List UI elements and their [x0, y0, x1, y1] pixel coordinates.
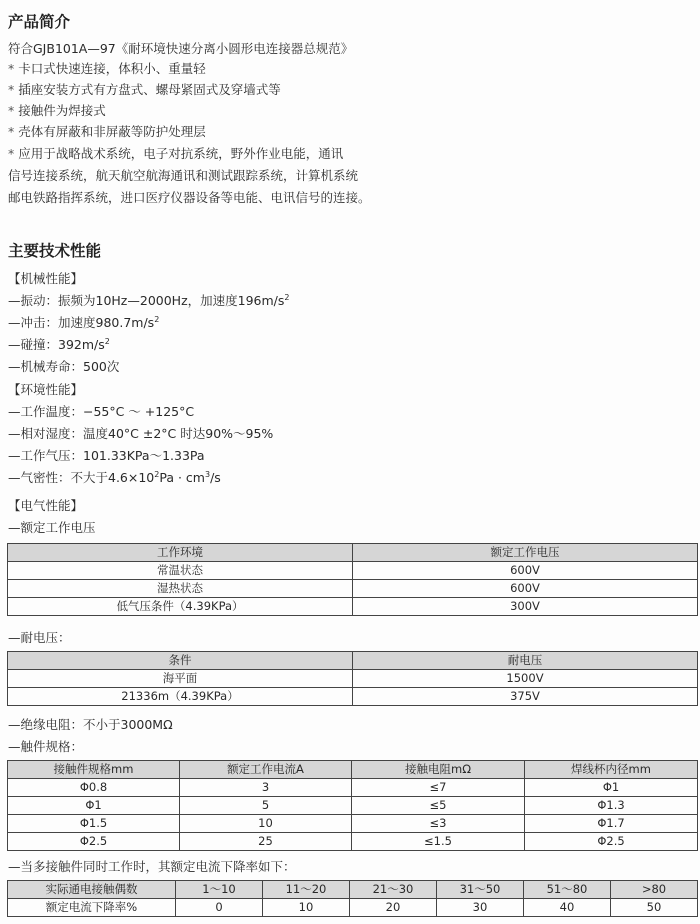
table-cell: Φ2.5 — [8, 833, 180, 851]
table-cell: Φ2.5 — [525, 833, 698, 851]
table-cell: 常温状态 — [8, 562, 353, 580]
table-cell: 11～20 — [263, 881, 350, 899]
table-row — [8, 833, 698, 851]
environmental-heading: 【环境性能】 — [8, 382, 84, 397]
table-cell: 1500V — [353, 670, 698, 688]
table-row — [8, 670, 698, 688]
table-header: 条件 — [8, 652, 353, 670]
bump-line: —碰撞：$392m/s^2$ — [8, 337, 110, 352]
table-row — [8, 688, 698, 706]
standard-line: 符合GJB101A—97《耐环境快速分离小圆形电连接器总规范》 — [8, 41, 354, 56]
bullet-item: * 接触件为焊接式 — [8, 102, 106, 120]
table-cell: 375V — [353, 688, 698, 706]
intro-title: 产品简介 — [8, 13, 71, 31]
table-cell: 31～50 — [437, 881, 524, 899]
mechanical-heading: 【机械性能】 — [8, 271, 84, 286]
table-cell: 5 — [180, 797, 352, 815]
table-cell: 低气压条件（4.39KPa） — [8, 598, 353, 616]
bullet-item: * 卡口式快速连接，体积小、重量轻 — [8, 60, 206, 78]
humidity-line: —相对湿度：温度40°C ±2°C 时达90%～95% — [8, 426, 274, 441]
table-header: 额定电流下降率% — [8, 899, 176, 917]
table-row — [8, 562, 698, 580]
derating-title: —当多接触件同时工作时，其额定电流下降率如下： — [8, 859, 296, 874]
table-cell: 0 — [176, 899, 263, 917]
table-cell: 20 — [350, 899, 437, 917]
tech-title: 主要技术性能 — [8, 242, 102, 260]
table-cell: 300V — [353, 598, 698, 616]
withstand-voltage-table — [7, 651, 698, 706]
table-cell: 600V — [353, 562, 698, 580]
table-row — [8, 815, 698, 833]
electrical-heading: 【电气性能】 — [8, 498, 84, 513]
life-line: —机械寿命：500次 — [8, 359, 120, 374]
table-header: 工作环境 — [8, 544, 353, 562]
shock-line: —冲击：加速度$980.7m/s^2$ — [8, 315, 160, 330]
table-cell: 30 — [437, 899, 524, 917]
table-cell: 海平面 — [8, 670, 353, 688]
sealing-line: —气密性：不大于$4.6\times 10^2Pa \cdot cm^3/s$ — [8, 470, 221, 485]
bullet-item: * 壳体有屏蔽和非屏蔽等防护处理层 — [8, 123, 206, 141]
table-cell: Φ1 — [525, 779, 698, 797]
bullet-item: * 插座安装方式有方盘式、螺母紧固式及穿墙式等 — [8, 81, 281, 99]
withstand-title: —耐电压： — [8, 630, 71, 645]
rated-voltage-table — [7, 543, 698, 616]
table-cell: ≤3 — [352, 815, 525, 833]
table-cell: ≤5 — [352, 797, 525, 815]
table-header: 耐电压 — [353, 652, 698, 670]
table-cell: 1～10 — [176, 881, 263, 899]
continuation-line: 邮电铁路指挥系统，进口医疗仪器设备等电能、电讯信号的连接。 — [8, 190, 371, 205]
table-row — [8, 899, 698, 917]
table-row — [8, 779, 698, 797]
table-cell: >80 — [611, 881, 698, 899]
table-cell: 10 — [263, 899, 350, 917]
table-cell: 600V — [353, 580, 698, 598]
table-cell: Φ1.5 — [8, 815, 180, 833]
table-cell: Φ1.7 — [525, 815, 698, 833]
temperature-line: —工作温度：−55°C ～ +125°C — [8, 404, 195, 419]
table-row — [8, 881, 698, 899]
table-cell: Φ0.8 — [8, 779, 180, 797]
table-cell: ≤1.5 — [352, 833, 525, 851]
continuation-line: 信号连接系统，航天航空航海通讯和测试跟踪系统，计算机系统 — [8, 168, 359, 183]
table-header: 焊线杯内径mm — [525, 761, 698, 779]
rated-voltage-title: —额定工作电压 — [8, 520, 96, 535]
vibration-line: —振动：振频为10Hz—2000Hz，加速度$196m/s^2$ — [8, 293, 290, 308]
bullet-item: * 应用于战略战术系统，电子对抗系统，野外作业电能，通讯 — [8, 145, 343, 163]
table-row — [8, 797, 698, 815]
table-header: 额定工作电压 — [353, 544, 698, 562]
pressure-line: —工作气压：101.33KPa～1.33Pa — [8, 448, 205, 463]
contact-spec-table — [7, 760, 698, 851]
table-row — [8, 580, 698, 598]
table-header: 接触件规格mm — [8, 761, 180, 779]
table-cell: 10 — [180, 815, 352, 833]
table-cell: 40 — [524, 899, 611, 917]
derating-table — [7, 880, 698, 917]
contact-title: —触件规格： — [8, 739, 84, 754]
table-cell: Φ1 — [8, 797, 180, 815]
table-cell: 50 — [611, 899, 698, 917]
table-cell: 25 — [180, 833, 352, 851]
table-cell: Φ1.3 — [525, 797, 698, 815]
table-cell: 21～30 — [350, 881, 437, 899]
table-row — [8, 598, 698, 616]
table-cell: 51～80 — [524, 881, 611, 899]
table-cell: 3 — [180, 779, 352, 797]
table-header: 接触电阻mΩ — [352, 761, 525, 779]
table-header: 实际通电接触偶数 — [8, 881, 176, 899]
table-header: 额定工作电流A — [180, 761, 352, 779]
table-cell: 湿热状态 — [8, 580, 353, 598]
insulation-line: —绝缘电阻：不小于3000MΩ — [8, 717, 173, 732]
table-cell: ≤7 — [352, 779, 525, 797]
table-cell: 21336m（4.39KPa） — [8, 688, 353, 706]
